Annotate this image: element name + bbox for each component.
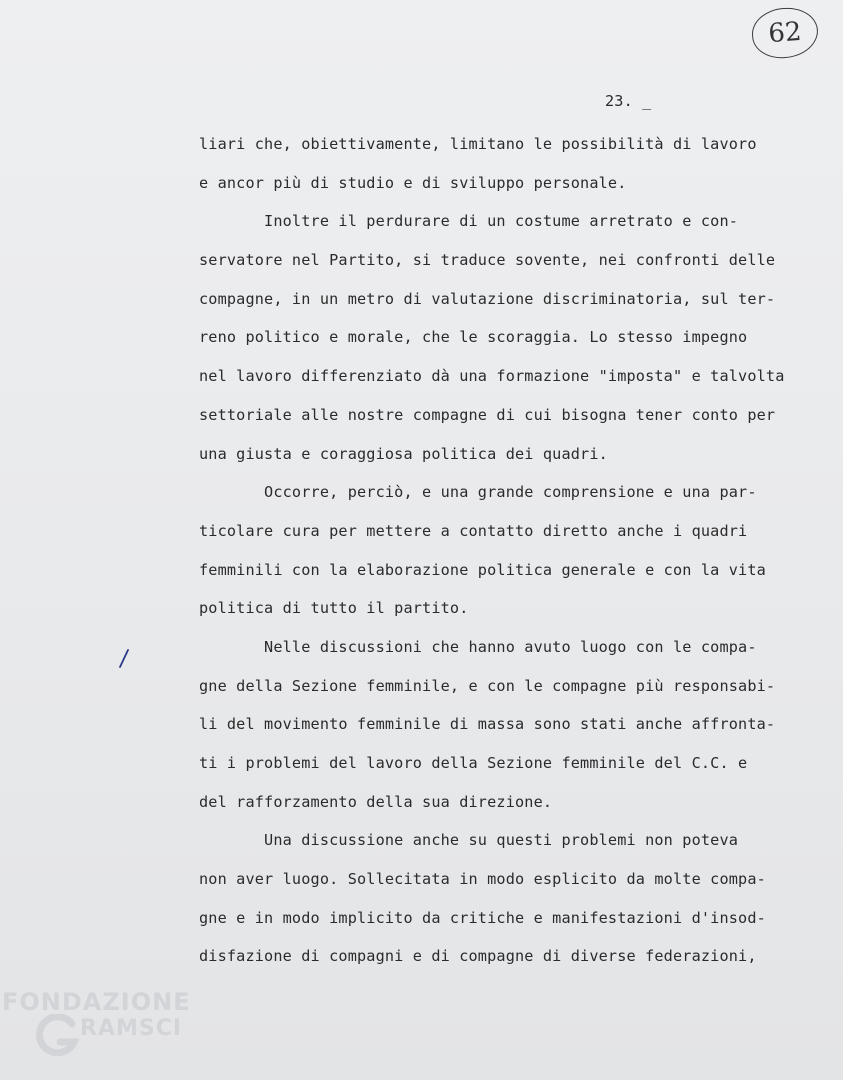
- text-line: Inoltre il perdurare di un costume arretrato e con-: [199, 212, 739, 231]
- fondazione-gramsci-watermark: [0, 988, 210, 1068]
- text-line: ticolare cura per mettere a contatto diretto anche i quadri: [199, 521, 748, 540]
- text-line: compagne, in un metro di valutazione discriminatoria, sul ter-: [199, 289, 776, 308]
- text-line: reno politico e morale, che le scoraggia. Lo stesso impegno: [199, 328, 748, 347]
- text-line: li del movimento femminile di massa sono stati anche affronta-: [199, 715, 776, 734]
- typed-text-body: [199, 134, 829, 985]
- text-line: politica di tutto il partito.: [199, 599, 469, 618]
- text-line: Occorre, perciò, e una grande comprensione e una par-: [199, 483, 757, 502]
- text-line: Nelle discussioni che hanno avuto luogo con le compa-: [199, 637, 757, 656]
- text-line: ti i problemi del lavoro della Sezione femminile del C.C. e: [199, 754, 748, 772]
- text-line: una giusta e coraggiosa politica dei quadri.: [199, 444, 608, 463]
- text-line: nel lavoro differenziato dà una formazione "imposta" e talvolta: [199, 367, 785, 386]
- watermark-line2: RAMSCI: [80, 1016, 183, 1041]
- text-line: liari che, obiettivamente, limitano le possibilità di lavoro: [199, 135, 757, 153]
- text-line: settoriale alle nostre compagne di cui bisogna tener conto per: [199, 405, 776, 424]
- text-line: e ancor più di studio e di sviluppo personale.: [199, 173, 627, 192]
- text-line: del rafforzamento della sua direzione.: [199, 792, 553, 811]
- text-line: gne e in modo implicito da critiche e manifestazioni d'insod-: [199, 908, 766, 927]
- text-line: Una discussione anche su questi problemi non poteva: [199, 831, 739, 850]
- text-line: gne della Sezione femminile, e con le compagne più responsabi-: [199, 676, 776, 695]
- text-line: femminili con la elaborazione politica generale e con la vita: [199, 560, 766, 579]
- watermark-line1: FONDAZIONE: [2, 988, 191, 1016]
- pencil-margin-mark: [116, 648, 132, 670]
- page-number: 23. _: [605, 92, 652, 110]
- text-line: disfazione di compagni e di compagne di diverse federazioni,: [199, 947, 757, 966]
- text-line: non aver luogo. Sollecitata in modo esplicito da molte compa-: [199, 870, 766, 889]
- watermark-g-logo-icon: [36, 1014, 80, 1058]
- text-line: servatore nel Partito, si traduce sovente, nei confronti delle: [199, 251, 776, 270]
- archive-number: 62: [750, 6, 819, 60]
